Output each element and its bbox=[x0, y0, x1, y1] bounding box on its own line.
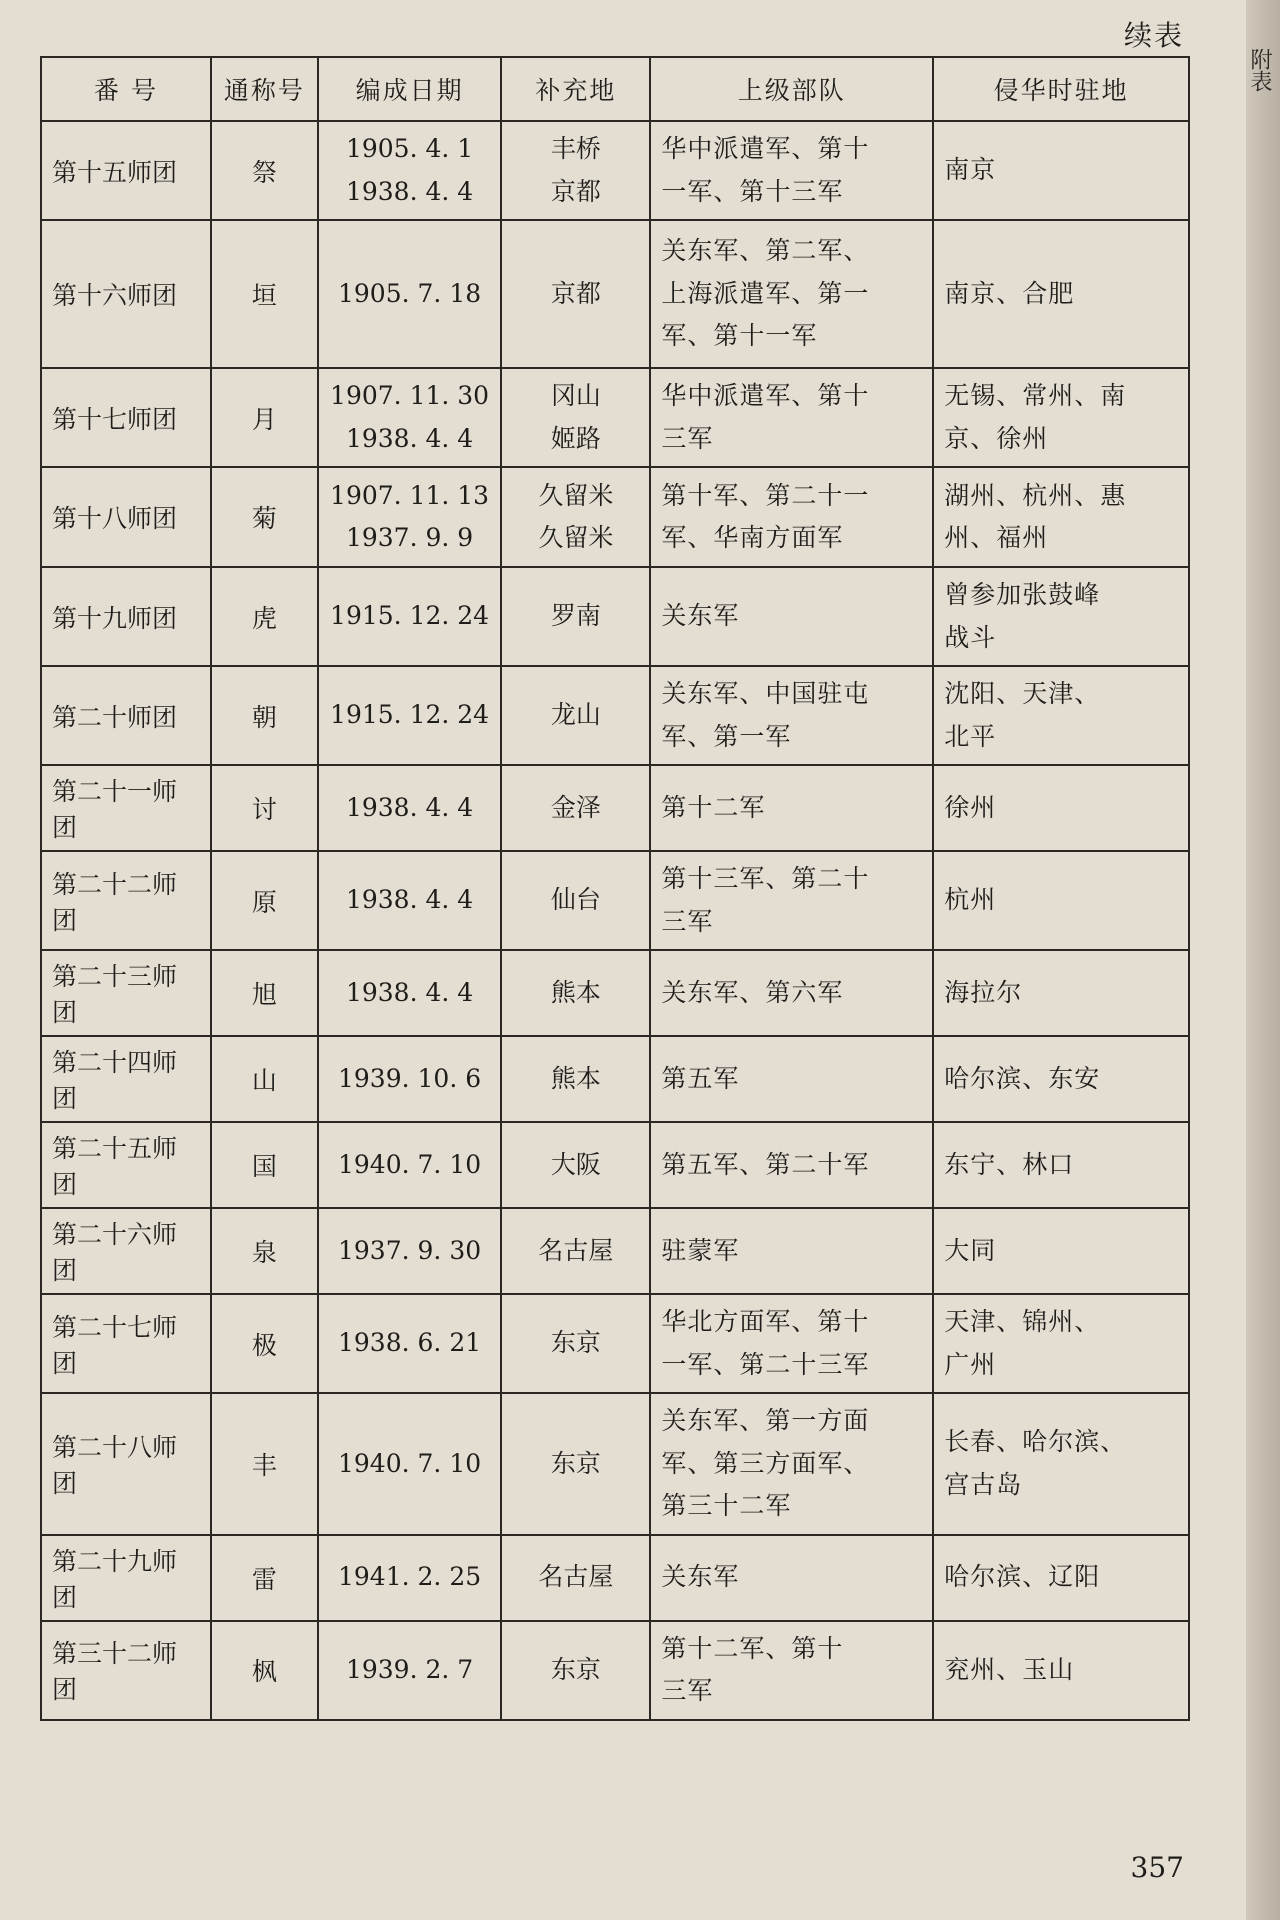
cell-replenishment-location bbox=[501, 1294, 650, 1393]
superior-unit-line: 关东军、中国驻屯 bbox=[661, 679, 870, 708]
formation-date-line: 1938. 4. 4 bbox=[345, 423, 474, 453]
cell-designation: 第十八师团 bbox=[41, 467, 211, 567]
cell-station-in-china bbox=[933, 1208, 1189, 1294]
cell-replenishment-location bbox=[501, 220, 650, 368]
cell-formation-date bbox=[318, 666, 502, 765]
formation-date-line: 1937. 9. 30 bbox=[338, 1235, 482, 1265]
replenishment-location-line: 仙台 bbox=[550, 885, 601, 915]
header-superior-unit: 上级部队 bbox=[650, 57, 933, 121]
division-table bbox=[40, 56, 1190, 1721]
cell-designation: 第十五师团 bbox=[41, 121, 211, 220]
replenishment-location-line: 名古屋 bbox=[538, 1562, 614, 1592]
cell-formation-date bbox=[318, 121, 502, 220]
superior-unit-line: 第五军、第二十军 bbox=[661, 1149, 870, 1179]
superior-unit-line: 第十二军、第十 bbox=[661, 1633, 844, 1663]
cell-station-in-china bbox=[933, 1294, 1189, 1393]
replenishment-location-line: 丰桥 bbox=[550, 134, 601, 163]
cell-code-name: 月 bbox=[211, 368, 318, 467]
cell-station-in-china bbox=[933, 220, 1189, 368]
table-row bbox=[41, 851, 1189, 950]
cell-replenishment-location bbox=[501, 950, 650, 1036]
cell-superior-unit bbox=[650, 1208, 933, 1294]
replenishment-location-line: 罗南 bbox=[550, 601, 601, 631]
cell-station-in-china bbox=[933, 467, 1189, 567]
division-table-container bbox=[40, 56, 1190, 1721]
formation-date-line: 1939. 2. 7 bbox=[345, 1654, 474, 1684]
replenishment-location-line: 熊本 bbox=[550, 1063, 601, 1093]
superior-unit-line: 驻蒙军 bbox=[661, 1235, 740, 1265]
station-line: 大同 bbox=[944, 1235, 997, 1265]
table-row bbox=[41, 220, 1189, 368]
cell-station-in-china bbox=[933, 1393, 1189, 1535]
formation-date-line: 1941. 2. 25 bbox=[338, 1562, 482, 1592]
cell-station-in-china bbox=[933, 1535, 1189, 1621]
cell-formation-date bbox=[318, 765, 502, 851]
table-row bbox=[41, 1122, 1189, 1208]
station-line: 宫古岛 bbox=[944, 1469, 1023, 1499]
cell-code-name: 山 bbox=[211, 1036, 318, 1122]
cell-formation-date bbox=[318, 1294, 502, 1393]
superior-unit-line: 三军 bbox=[661, 1676, 714, 1705]
cell-superior-unit bbox=[650, 1294, 933, 1393]
superior-unit-line: 关东军、第二军、 bbox=[661, 236, 870, 266]
cell-station-in-china bbox=[933, 567, 1189, 666]
station-line: 海拉尔 bbox=[944, 977, 1023, 1007]
header-replenishment-location: 补充地 bbox=[501, 57, 650, 121]
cell-station-in-china bbox=[933, 950, 1189, 1036]
replenishment-location-line: 姬路 bbox=[550, 423, 601, 453]
station-line: 沈阳、天津、 bbox=[944, 679, 1101, 708]
cell-formation-date bbox=[318, 467, 502, 567]
station-line: 东宁、林口 bbox=[944, 1149, 1075, 1179]
station-line: 北平 bbox=[944, 721, 997, 751]
cell-formation-date bbox=[318, 1535, 502, 1621]
cell-code-name: 雷 bbox=[211, 1535, 318, 1621]
formation-date-line: 1939. 10. 6 bbox=[338, 1063, 482, 1093]
page-number: 357 bbox=[1130, 1851, 1184, 1884]
cell-superior-unit bbox=[650, 950, 933, 1036]
page-spine-edge bbox=[1246, 0, 1280, 1920]
cell-code-name: 讨 bbox=[211, 765, 318, 851]
cell-designation: 第二十师团 bbox=[41, 666, 211, 765]
station-line: 南京、合肥 bbox=[944, 278, 1075, 308]
cell-replenishment-location bbox=[501, 1208, 650, 1294]
replenishment-location-line: 京都 bbox=[550, 176, 601, 206]
station-line: 曾参加张鼓峰 bbox=[944, 580, 1101, 609]
cell-code-name: 丰 bbox=[211, 1393, 318, 1535]
cell-designation: 第二十一师团 bbox=[41, 765, 211, 851]
cell-designation: 第二十八师团 bbox=[41, 1393, 211, 1535]
station-line: 无锡、常州、南 bbox=[944, 381, 1127, 410]
formation-date-line: 1938. 4. 4 bbox=[345, 792, 474, 822]
table-row bbox=[41, 1535, 1189, 1621]
superior-unit-line: 第十军、第二十一 bbox=[661, 480, 870, 510]
station-line: 哈尔滨、东安 bbox=[944, 1063, 1101, 1093]
cell-replenishment-location bbox=[501, 1036, 650, 1122]
formation-date-line: 1937. 9. 9 bbox=[345, 523, 474, 552]
formation-date-line: 1940. 7. 10 bbox=[338, 1149, 482, 1179]
replenishment-location-line: 熊本 bbox=[550, 977, 601, 1007]
cell-formation-date bbox=[318, 567, 502, 666]
cell-superior-unit bbox=[650, 1122, 933, 1208]
table-row bbox=[41, 765, 1189, 851]
cell-superior-unit bbox=[650, 467, 933, 567]
replenishment-location-line: 久留米 bbox=[538, 523, 614, 552]
header-designation: 番 号 bbox=[41, 57, 211, 121]
cell-code-name: 原 bbox=[211, 851, 318, 950]
superior-unit-line: 军、第三方面军、 bbox=[661, 1448, 870, 1478]
station-line: 湖州、杭州、惠 bbox=[944, 480, 1127, 510]
superior-unit-line: 三军 bbox=[661, 906, 714, 936]
cell-code-name: 枫 bbox=[211, 1621, 318, 1720]
station-line: 长春、哈尔滨、 bbox=[944, 1427, 1127, 1457]
superior-unit-line: 华中派遣军、第十 bbox=[661, 381, 870, 410]
replenishment-location-line: 冈山 bbox=[550, 381, 601, 410]
cell-replenishment-location bbox=[501, 1393, 650, 1535]
cell-designation: 第二十九师团 bbox=[41, 1535, 211, 1621]
superior-unit-line: 华中派遣军、第十 bbox=[661, 134, 870, 163]
station-line: 天津、锦州、 bbox=[944, 1307, 1101, 1336]
replenishment-location-line: 久留米 bbox=[538, 480, 614, 510]
cell-code-name: 虎 bbox=[211, 567, 318, 666]
cell-code-name: 菊 bbox=[211, 467, 318, 567]
table-row bbox=[41, 567, 1189, 666]
cell-superior-unit bbox=[650, 666, 933, 765]
formation-date-line: 1938. 6. 21 bbox=[338, 1328, 482, 1358]
cell-superior-unit bbox=[650, 368, 933, 467]
table-row bbox=[41, 1036, 1189, 1122]
cell-superior-unit bbox=[650, 1535, 933, 1621]
station-line: 州、福州 bbox=[944, 523, 1049, 552]
formation-date-line: 1940. 7. 10 bbox=[338, 1448, 482, 1478]
cell-formation-date bbox=[318, 950, 502, 1036]
replenishment-location-line: 金泽 bbox=[550, 792, 601, 822]
station-line: 南京 bbox=[944, 155, 997, 185]
station-line: 徐州 bbox=[944, 792, 997, 822]
replenishment-location-line: 东京 bbox=[550, 1654, 601, 1684]
superior-unit-line: 关东军 bbox=[661, 1562, 740, 1592]
cell-station-in-china bbox=[933, 1122, 1189, 1208]
cell-replenishment-location bbox=[501, 121, 650, 220]
formation-date-line: 1938. 4. 4 bbox=[345, 176, 474, 206]
superior-unit-line: 第三十二军 bbox=[661, 1491, 792, 1520]
cell-replenishment-location bbox=[501, 666, 650, 765]
cell-replenishment-location bbox=[501, 851, 650, 950]
cell-designation: 第二十七师团 bbox=[41, 1294, 211, 1393]
table-row bbox=[41, 1294, 1189, 1393]
cell-superior-unit bbox=[650, 567, 933, 666]
cell-superior-unit bbox=[650, 121, 933, 220]
table-row bbox=[41, 121, 1189, 220]
cell-superior-unit bbox=[650, 1036, 933, 1122]
replenishment-location-line: 东京 bbox=[550, 1328, 601, 1358]
cell-superior-unit bbox=[650, 220, 933, 368]
station-line: 兖州、玉山 bbox=[944, 1654, 1075, 1684]
cell-code-name: 泉 bbox=[211, 1208, 318, 1294]
superior-unit-line: 一军、第十三军 bbox=[661, 176, 844, 206]
superior-unit-line: 第十二军 bbox=[661, 792, 766, 822]
cell-designation: 第十九师团 bbox=[41, 567, 211, 666]
cell-station-in-china bbox=[933, 1621, 1189, 1720]
formation-date-line: 1905. 7. 18 bbox=[338, 278, 482, 308]
station-line: 广州 bbox=[944, 1349, 997, 1379]
table-row bbox=[41, 467, 1189, 567]
cell-code-name: 旭 bbox=[211, 950, 318, 1036]
replenishment-location-line: 京都 bbox=[550, 278, 601, 308]
cell-station-in-china bbox=[933, 851, 1189, 950]
formation-date-line: 1905. 4. 1 bbox=[345, 134, 474, 163]
header-code-name: 通称号 bbox=[211, 57, 318, 121]
cell-code-name: 国 bbox=[211, 1122, 318, 1208]
cell-formation-date bbox=[318, 1621, 502, 1720]
cell-designation: 第三十二师团 bbox=[41, 1621, 211, 1720]
station-line: 哈尔滨、辽阳 bbox=[944, 1562, 1101, 1592]
cell-replenishment-location bbox=[501, 368, 650, 467]
header-formation-date: 编成日期 bbox=[318, 57, 502, 121]
cell-superior-unit bbox=[650, 1621, 933, 1720]
table-row bbox=[41, 368, 1189, 467]
replenishment-location-line: 大阪 bbox=[550, 1149, 601, 1179]
table-row bbox=[41, 666, 1189, 765]
cell-station-in-china bbox=[933, 368, 1189, 467]
superior-unit-line: 关东军、第六军 bbox=[661, 977, 844, 1007]
station-line: 战斗 bbox=[944, 622, 997, 652]
superior-unit-line: 三军 bbox=[661, 423, 714, 453]
cell-formation-date bbox=[318, 1393, 502, 1535]
station-line: 京、徐州 bbox=[944, 423, 1049, 453]
cell-replenishment-location bbox=[501, 765, 650, 851]
formation-date-line: 1907. 11. 13 bbox=[330, 480, 490, 510]
cell-designation: 第二十六师团 bbox=[41, 1208, 211, 1294]
cell-station-in-china bbox=[933, 121, 1189, 220]
cell-designation: 第二十四师团 bbox=[41, 1036, 211, 1122]
superior-unit-line: 军、华南方面军 bbox=[661, 523, 844, 552]
formation-date-line: 1915. 12. 24 bbox=[330, 601, 490, 631]
superior-unit-line: 关东军 bbox=[661, 601, 740, 631]
table-row bbox=[41, 1393, 1189, 1535]
table-body bbox=[41, 121, 1189, 1720]
superior-unit-line: 华北方面军、第十 bbox=[661, 1307, 870, 1336]
cell-formation-date bbox=[318, 851, 502, 950]
cell-designation: 第二十五师团 bbox=[41, 1122, 211, 1208]
superior-unit-line: 关东军、第一方面 bbox=[661, 1406, 870, 1435]
header-station-in-china: 侵华时驻地 bbox=[933, 57, 1189, 121]
cell-replenishment-location bbox=[501, 467, 650, 567]
continuation-label: 续表 bbox=[1123, 19, 1184, 52]
superior-unit-line: 军、第一军 bbox=[661, 721, 792, 751]
cell-designation: 第十七师团 bbox=[41, 368, 211, 467]
cell-replenishment-location bbox=[501, 1122, 650, 1208]
cell-designation: 第二十三师团 bbox=[41, 950, 211, 1036]
cell-code-name: 朝 bbox=[211, 666, 318, 765]
superior-unit-line: 第五军 bbox=[661, 1063, 740, 1093]
superior-unit-line: 上海派遣军、第一 bbox=[661, 278, 870, 308]
table-header-row bbox=[41, 57, 1189, 121]
cell-station-in-china bbox=[933, 666, 1189, 765]
cell-station-in-china bbox=[933, 765, 1189, 851]
formation-date-line: 1915. 12. 24 bbox=[330, 700, 490, 730]
formation-date-line: 1938. 4. 4 bbox=[345, 885, 474, 915]
cell-superior-unit bbox=[650, 765, 933, 851]
table-row bbox=[41, 1621, 1189, 1720]
cell-code-name: 极 bbox=[211, 1294, 318, 1393]
replenishment-location-line: 名古屋 bbox=[538, 1235, 614, 1265]
cell-formation-date bbox=[318, 1208, 502, 1294]
table-row bbox=[41, 950, 1189, 1036]
station-line: 杭州 bbox=[944, 885, 997, 915]
cell-superior-unit bbox=[650, 851, 933, 950]
cell-formation-date bbox=[318, 220, 502, 368]
table-row bbox=[41, 1208, 1189, 1294]
cell-station-in-china bbox=[933, 1036, 1189, 1122]
replenishment-location-line: 东京 bbox=[550, 1448, 601, 1478]
cell-replenishment-location bbox=[501, 567, 650, 666]
cell-formation-date bbox=[318, 1036, 502, 1122]
cell-formation-date bbox=[318, 368, 502, 467]
cell-formation-date bbox=[318, 1122, 502, 1208]
superior-unit-line: 一军、第二十三军 bbox=[661, 1349, 870, 1379]
replenishment-location-line: 龙山 bbox=[550, 700, 601, 730]
formation-date-line: 1907. 11. 30 bbox=[330, 381, 490, 410]
cell-designation: 第十六师团 bbox=[41, 220, 211, 368]
cell-superior-unit bbox=[650, 1393, 933, 1535]
formation-date-line: 1938. 4. 4 bbox=[345, 977, 474, 1007]
cell-designation: 第二十二师团 bbox=[41, 851, 211, 950]
cell-replenishment-location bbox=[501, 1621, 650, 1720]
cell-code-name: 祭 bbox=[211, 121, 318, 220]
cell-code-name: 垣 bbox=[211, 220, 318, 368]
superior-unit-line: 军、第十一军 bbox=[661, 321, 818, 351]
side-tab-label: 附表 bbox=[1247, 48, 1272, 92]
cell-replenishment-location bbox=[501, 1535, 650, 1621]
superior-unit-line: 第十三军、第二十 bbox=[661, 864, 870, 893]
